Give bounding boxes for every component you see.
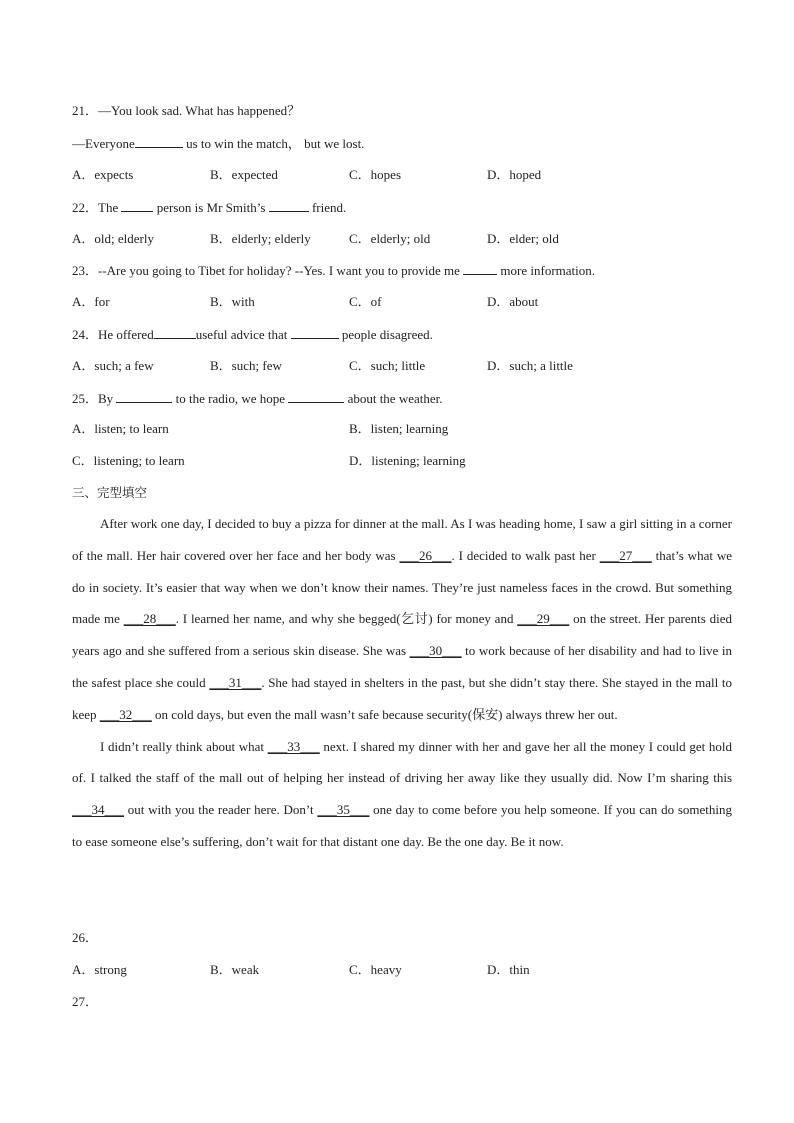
q23-option-b: B．with (210, 294, 255, 309)
passage-text: . She had stayed in shelters in the past, but she didn’t stay there. She stayed in the mall to keep (72, 674, 733, 722)
passage-text: to work because of her disability and had to live in the safest place she could (72, 643, 732, 690)
cloze-passage (72, 508, 732, 858)
blank-32: ___32___ (99, 706, 152, 722)
q24-stem (72, 326, 433, 343)
q25-stem-c: about the weather. (344, 391, 443, 406)
passage-text: next. I shared my dinner with her and gave her all the money I could get hold of. I talked the staff of the mall out of helping her instead of driving her away like they usually did. Now I’m sharing this (72, 738, 732, 786)
q24-stem-c: people disagreed. (338, 327, 433, 342)
q27-number: 27． (72, 994, 99, 1009)
answer-blank (121, 199, 153, 212)
q25-stem (72, 390, 443, 407)
answer-blank (288, 390, 344, 403)
q25-stem-b: to the radio, we hope (172, 391, 289, 406)
passage-text: on cold days, but even the mall wasn’t safe because security(保安) always threw her out. (151, 706, 618, 722)
q23-stem-a: 23．--Are you going to Tibet for holiday? --Yes. I want you to provide me (72, 263, 464, 278)
blank-33: ___33___ (267, 738, 320, 754)
passage-text: After work one day, I decided to buy a pizza for dinner at the mall. As I was heading home, I saw a girl sitting in a corner of the mall. Her hair covered over her face and her body was (72, 516, 732, 563)
q26-option-a: A．strong (72, 962, 127, 977)
q22-stem (72, 199, 346, 216)
q26-option-b: B．weak (210, 962, 260, 977)
answer-blank (269, 199, 309, 212)
passage-text: on the street. Her parents died years ago and she suffered from a serious skin disease. She was (72, 611, 732, 659)
q25-option-a: A．listen; to learn (72, 421, 169, 436)
q23-option-a: A．for (72, 294, 110, 309)
passage-text: one day to come before you help someone. If you can do something to ease someone else’s suffering, don’t wait for that distant one day. Be the one day. Be it now. (72, 802, 732, 849)
q21-stem-line2 (72, 135, 364, 152)
passage-text: that’s what we do in society. It’s easier that way when we don’t know their names. They’re just nameless faces in the crowd. But something made me (72, 547, 733, 627)
q21-stem2b: us to win the match， but we lost. (182, 136, 365, 151)
q22-stem-a: 22．The (72, 200, 122, 215)
q22-option-a: A．old; elderly (72, 231, 154, 246)
q21-stem2a: —Everyone (72, 136, 135, 151)
q24-option-d: D．such; a little (487, 358, 573, 373)
section-heading: 三、完型填空 (72, 485, 148, 500)
passage-text: . I learned her name, and why she begged(乞讨) for money and (175, 611, 518, 627)
q21-option-b: B．expected (210, 167, 278, 182)
q21-stem: 21．—You look sad. What has happened？ (72, 103, 301, 118)
q22-option-b: B．elderly; elderly (210, 231, 311, 246)
q24-stem-b: useful advice that (195, 327, 291, 342)
q24-option-b: B．such; few (210, 358, 282, 373)
blank-27: ___27___ (599, 547, 652, 563)
answer-blank (463, 262, 497, 275)
q22-stem-c: friend. (308, 200, 347, 215)
q26-option-d: D．thin (487, 962, 530, 977)
blank-35: ___35___ (317, 802, 370, 818)
q26-number: 26． (72, 930, 99, 945)
passage-paragraph-2 (72, 731, 732, 858)
q23-option-c: C．of (349, 294, 382, 309)
q25-option-b: B．listen; learning (349, 421, 449, 436)
q25-option-d: D．listening; learning (349, 453, 466, 468)
passage-text: . I decided to walk past her (451, 547, 600, 563)
q23-stem (72, 262, 595, 279)
q21-option-a: A．expects (72, 167, 134, 182)
blank-26: ___26___ (399, 547, 452, 563)
q21-option-c: C．hopes (349, 167, 402, 182)
q26-option-c: C．heavy (349, 962, 402, 977)
q24-option-a: A．such; a few (72, 358, 154, 373)
q22-option-d: D．elder; old (487, 231, 559, 246)
passage-text: out with you the reader here. Don’t (124, 802, 318, 818)
q24-stem-a: 24．He offered (72, 327, 154, 342)
q21-option-d: D．hoped (487, 167, 542, 182)
blank-28: ___28___ (123, 611, 176, 627)
passage-text: I didn’t really think about what (100, 738, 268, 754)
q23-stem-b: more information. (497, 263, 596, 278)
passage-paragraph-1 (72, 508, 732, 731)
q22-stem-b: person is Mr Smith’s (153, 200, 269, 215)
answer-blank (291, 326, 339, 339)
blank-29: ___29___ (517, 611, 570, 627)
q22-option-c: C．elderly; old (349, 231, 431, 246)
answer-blank (135, 135, 183, 148)
q24-option-c: C．such; little (349, 358, 426, 373)
blank-31: ___31___ (209, 674, 262, 690)
answer-blank (116, 390, 172, 403)
q23-option-d: D．about (487, 294, 539, 309)
q25-option-c: C．listening; to learn (72, 453, 185, 468)
blank-34: ___34___ (72, 802, 124, 818)
q25-stem-a: 25．By (72, 391, 117, 406)
blank-30: ___30___ (409, 643, 462, 659)
answer-blank (154, 326, 196, 339)
